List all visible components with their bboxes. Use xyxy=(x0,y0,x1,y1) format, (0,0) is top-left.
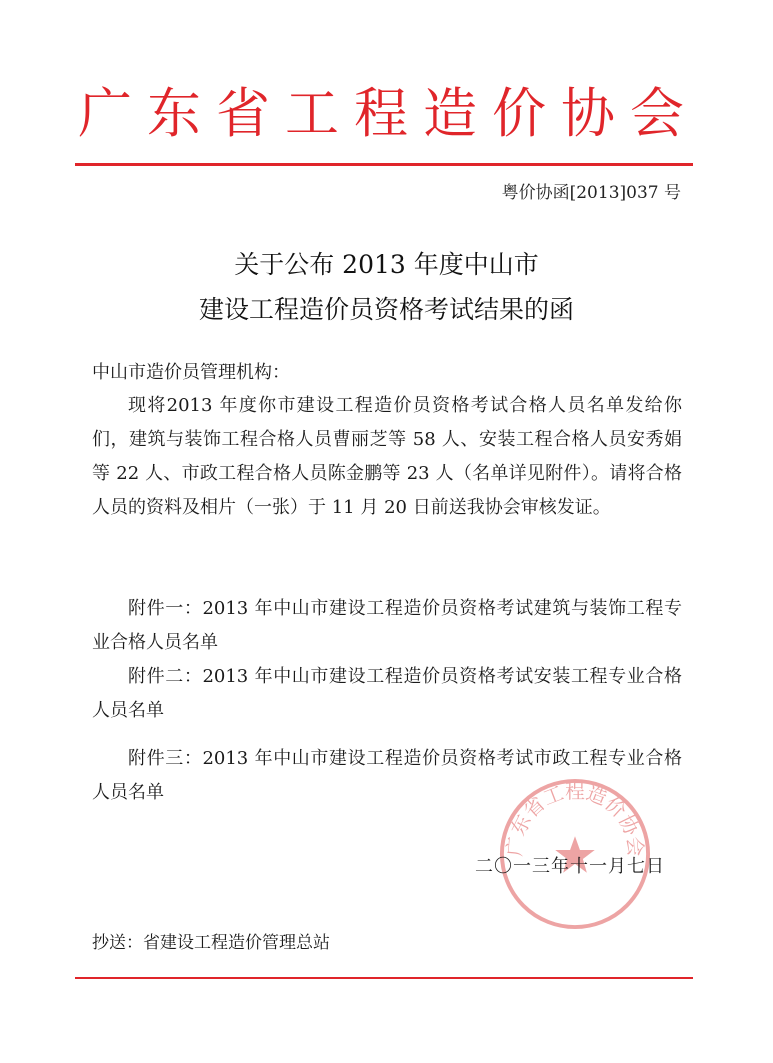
attachment-item-1: 附件一：2013 年中山市建设工程造价员资格考试建筑与装饰工程专业合格人员名单 xyxy=(92,598,682,653)
cc-recipients: 抄送：省建设工程造价管理总站 xyxy=(92,933,330,953)
letterhead-organization: 广东省工程造价协会 xyxy=(78,82,699,145)
attachment-item-2: 附件二：2013 年中山市建设工程造价员资格考试安装工程专业合格人员名单 xyxy=(92,666,682,721)
salutation: 中山市造价员管理机构： xyxy=(92,362,290,383)
document-number: 粤价协函[2013]037 号 xyxy=(501,183,681,203)
footer-red-rule xyxy=(75,977,693,979)
body-paragraph: 现将2013 年度你市建设工程造价员资格考试合格人员名单发给你们，建筑与装饰工程合格人员曹丽芝等 58 人、安装工程合格人员安秀娟等 22 人、市政工程合格人员陈金鹏等 23 人（名单详见附件）。请将合格人员的资料及相片（一张）于 11 月 20 日前送我协会审核发证。 xyxy=(92,395,682,518)
document-date: 二〇一三年十一月七日 xyxy=(475,856,665,877)
seal-lettering: 广东省工程造价协会 xyxy=(503,780,647,858)
document-title-line-1: 关于公布 2013 年度中山市 xyxy=(234,250,539,279)
letterhead-red-rule xyxy=(75,163,693,166)
document-title-line-2: 建设工程造价员资格考试结果的函 xyxy=(198,295,574,324)
attachment-item-3: 附件三：2013 年中山市建设工程造价员资格考试市政工程专业合格人员名单 xyxy=(92,748,682,803)
